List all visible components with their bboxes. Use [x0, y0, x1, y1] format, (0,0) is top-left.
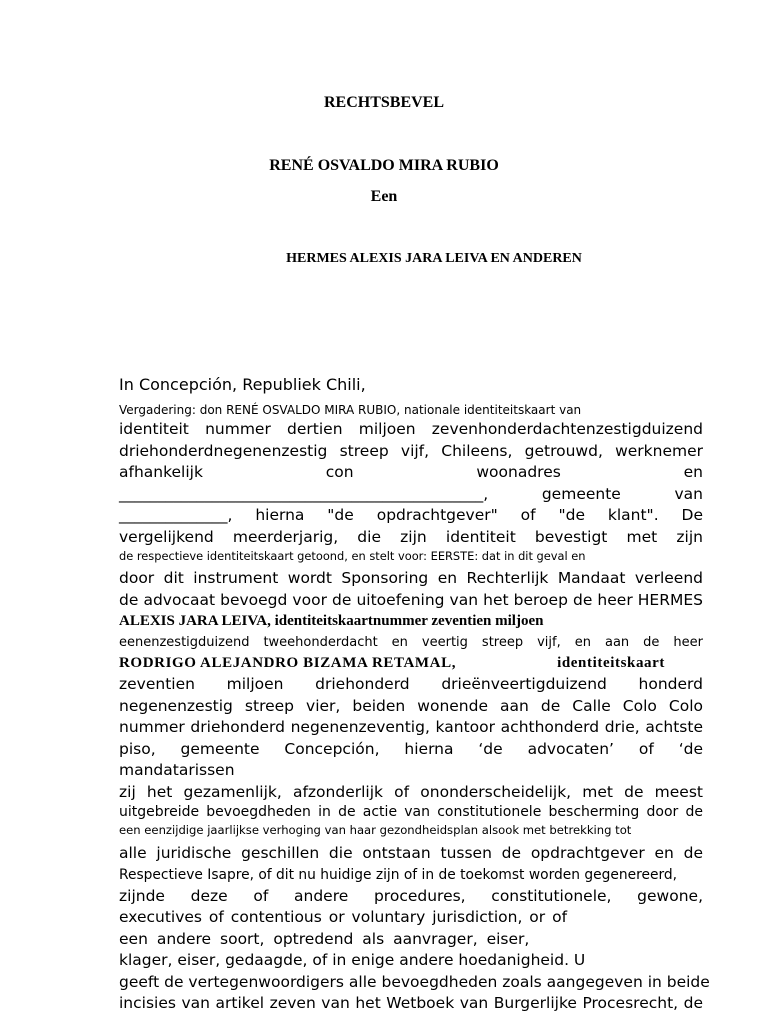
- body-line: Vergadering: don RENÉ OSVALDO MIRA RUBIO, nationale identiteitskaart van: [119, 403, 582, 417]
- body-line: zij het gezamenlijk, afzonderlijk of ononderscheidelijk, met de meest: [119, 782, 703, 801]
- body-line: eenenzestigduizend tweehonderdacht en veertig streep vijf, en aan de heer: [119, 634, 703, 650]
- body-line: mandatarissen: [119, 761, 235, 779]
- body-line: een eenzijdige jaarlijkse verhoging van haar gezondheidsplan alsook met betrekking tot: [119, 823, 632, 837]
- body-line: geeft de vertegenwoordigers alle bevoegdheden zoals aangegeven in beide: [119, 972, 710, 991]
- body-line: piso, gemeente Concepción, hierna ‘de advocaten’ of ‘de: [119, 739, 703, 758]
- body-line: negenenzestig streep vier, beiden wonende aan de Calle Colo Colo: [119, 696, 703, 715]
- document-body: [119, 374, 710, 1015]
- body-line: In Concepción, Republiek Chili,: [119, 375, 366, 394]
- party-1-name: RENÉ OSVALDO MIRA RUBIO: [269, 157, 499, 174]
- body-line: incisies van artikel zeven van het Wetboek van Burgerlijke Procesrecht, de: [119, 994, 703, 1012]
- body-line: de respectieve identiteitskaart getoond, en stelt voor: EERSTE: dat in dit geval en: [119, 549, 586, 563]
- body-line: de advocaat bevoegd voor de uitoefening van het beroep de heer HERMES: [119, 590, 703, 609]
- body-line: executives of contentious or voluntary jurisdiction, or of: [119, 908, 568, 926]
- document-title: RECHTSBEVEL: [323, 94, 445, 111]
- body-line: [119, 653, 665, 675]
- attorney-2-id: identiteitskaart: [557, 654, 665, 671]
- body-line: Respectieve Isapre, of dit nu huidige zijn of in de toekomst worden gegenereerd,: [119, 866, 678, 883]
- body-line: door dit instrument wordt Sponsoring en Rechterlijk Mandaat verleend: [119, 569, 703, 587]
- body-line: alle juridische geschillen die ontstaan tussen de opdrachtgever en de: [119, 844, 703, 862]
- body-line: klager, eiser, gedaagde, of in enige andere hoedanigheid. U: [119, 951, 586, 969]
- body-line: vergelijkend meerderjarig, die zijn identiteit bevestigt met zijn: [119, 527, 703, 546]
- party-connector: Een: [370, 188, 398, 205]
- body-line: ______________, hierna "de opdrachtgever" of "de klant". De: [119, 506, 703, 524]
- body-line: afhankelijk con woonadres en: [119, 463, 703, 481]
- body-line: _______________________________________________, gemeente van: [119, 484, 703, 503]
- body-line: identiteit nummer dertien miljoen zevenhonderdachtenzestigduizend: [119, 420, 703, 438]
- body-line: zeventien miljoen driehonderd drieënveertigduizend honderd: [119, 675, 703, 693]
- attorney-2-name: RODRIGO ALEJANDRO BIZAMA RETAMAL,: [119, 654, 457, 671]
- body-line: [119, 611, 703, 633]
- body-line: nummer driehonderd negenenzeventig, kantoor achthonderd drie, achtste: [119, 718, 703, 736]
- party-2-name: HERMES ALEXIS JARA LEIVA EN ANDEREN: [286, 251, 582, 266]
- body-line: uitgebreide bevoegdheden in de actie van constitutionele bescherming door de: [119, 804, 703, 820]
- attorney-1-id: identiteitskaartnummer zeventien miljoen: [274, 613, 544, 629]
- body-line: een andere soort, optredend als aanvrager, eiser,: [119, 929, 530, 948]
- body-line: zijnde deze of andere procedures, constitutionele, gewone,: [119, 886, 703, 905]
- body-line: driehonderdnegenenzestig streep vijf, Chileens, getrouwd, werknemer: [119, 441, 703, 460]
- attorney-1-name: ALEXIS JARA LEIVA,: [119, 613, 271, 629]
